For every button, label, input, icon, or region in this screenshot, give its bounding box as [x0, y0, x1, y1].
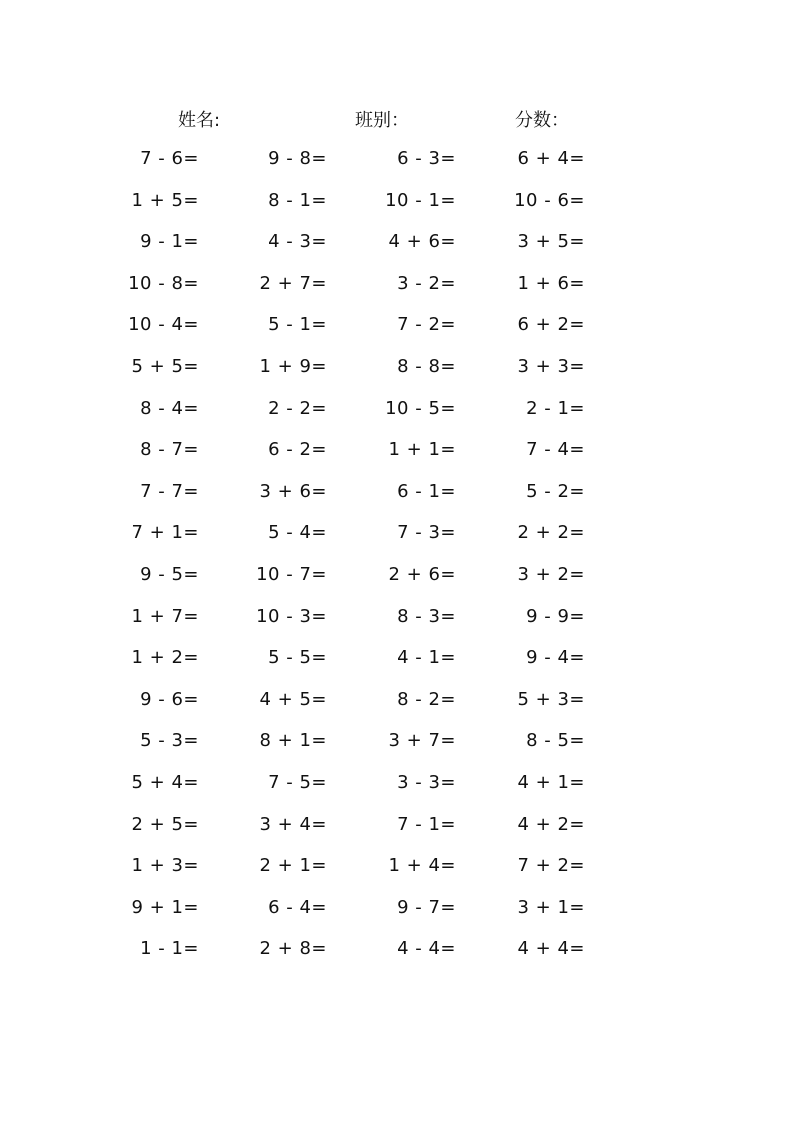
problem-row [0, 554, 794, 596]
problem-row [0, 304, 794, 346]
problem-item: 7 - 4= [526, 439, 585, 461]
problem-item: 1 + 6= [517, 272, 585, 294]
problem-item: 1 - 1= [140, 938, 199, 960]
problem-item: 9 - 4= [526, 647, 585, 669]
problem-item: 8 - 2= [397, 688, 456, 710]
problem-row [0, 388, 794, 430]
problem-item: 5 + 5= [131, 355, 199, 377]
problem-item: 4 - 1= [397, 647, 456, 669]
problem-item: 2 + 2= [517, 522, 585, 544]
problem-item: 3 + 3= [517, 355, 585, 377]
problem-item: 9 - 1= [140, 231, 199, 253]
problem-row [0, 346, 794, 388]
problem-item: 2 + 8= [259, 938, 327, 960]
problem-item: 4 + 5= [259, 688, 327, 710]
problem-item: 7 + 2= [517, 855, 585, 877]
problem-item: 8 - 8= [397, 355, 456, 377]
problem-row [0, 845, 794, 887]
problem-item: 5 + 3= [517, 688, 585, 710]
problem-item: 1 + 1= [388, 439, 456, 461]
problem-row [0, 679, 794, 721]
problem-item: 5 - 5= [268, 647, 327, 669]
problem-item: 3 + 5= [517, 231, 585, 253]
class-label: 班别： [355, 110, 409, 131]
problem-item: 2 + 5= [131, 813, 199, 835]
problem-item: 5 - 4= [268, 522, 327, 544]
problem-item: 9 - 9= [526, 605, 585, 627]
problem-item: 8 - 4= [140, 397, 199, 419]
problem-item: 8 + 1= [259, 730, 327, 752]
problem-item: 6 + 4= [517, 148, 585, 169]
problem-row [0, 180, 794, 222]
problem-item: 10 - 1= [385, 189, 456, 211]
problem-row [0, 928, 794, 970]
problem-item: 4 + 2= [517, 813, 585, 835]
problem-item: 10 - 6= [514, 189, 585, 211]
problem-item: 8 - 7= [140, 439, 199, 461]
problem-item: 5 + 4= [131, 771, 199, 793]
problem-item: 3 + 4= [259, 813, 327, 835]
problem-item: 2 - 1= [526, 397, 585, 419]
problem-item: 1 + 4= [388, 855, 456, 877]
problem-item: 4 + 6= [388, 231, 456, 253]
problem-item: 10 - 3= [256, 605, 327, 627]
problem-row [0, 637, 794, 679]
problem-item: 9 - 7= [397, 896, 456, 918]
problem-row [0, 263, 794, 305]
problem-row [0, 720, 794, 762]
problem-item: 6 - 3= [397, 148, 456, 169]
problem-item: 5 - 2= [526, 480, 585, 502]
problem-item: 7 + 1= [131, 522, 199, 544]
problem-row [0, 471, 794, 513]
name-label: 姓名: [178, 110, 221, 131]
problem-item: 4 - 3= [268, 231, 327, 253]
problem-item: 6 - 2= [268, 439, 327, 461]
problem-item: 6 + 2= [517, 314, 585, 336]
problem-item: 5 - 3= [140, 730, 199, 752]
problem-item: 7 - 3= [397, 522, 456, 544]
problem-item: 8 - 1= [268, 189, 327, 211]
problem-item: 1 + 9= [259, 355, 327, 377]
problem-row [0, 138, 794, 180]
problem-item: 4 + 4= [517, 938, 585, 960]
worksheet-header [0, 106, 794, 134]
problem-item: 7 - 2= [397, 314, 456, 336]
problem-item: 5 - 1= [268, 314, 327, 336]
problem-row [0, 221, 794, 263]
problem-item: 7 - 7= [140, 480, 199, 502]
problem-item: 10 - 7= [256, 563, 327, 585]
problem-item: 7 - 5= [268, 771, 327, 793]
problem-item: 3 - 2= [397, 272, 456, 294]
problem-item: 1 + 3= [131, 855, 199, 877]
problem-item: 8 - 3= [397, 605, 456, 627]
problem-item: 8 - 5= [526, 730, 585, 752]
problem-item: 1 + 5= [131, 189, 199, 211]
problem-row [0, 804, 794, 846]
problem-row [0, 762, 794, 804]
problem-item: 9 - 6= [140, 688, 199, 710]
problem-item: 9 + 1= [131, 896, 199, 918]
problem-item: 1 + 7= [131, 605, 199, 627]
problem-item: 2 + 1= [259, 855, 327, 877]
problem-item: 6 - 4= [268, 896, 327, 918]
problem-item: 3 + 1= [517, 896, 585, 918]
problem-item: 6 - 1= [397, 480, 456, 502]
problem-item: 3 + 2= [517, 563, 585, 585]
problem-row [0, 596, 794, 638]
problem-item: 7 - 1= [397, 813, 456, 835]
problem-item: 10 - 4= [128, 314, 199, 336]
problem-item: 3 - 3= [397, 771, 456, 793]
problem-row [0, 887, 794, 929]
problem-item: 7 - 6= [140, 148, 199, 169]
score-label: 分数： [515, 110, 569, 131]
problem-row [0, 512, 794, 554]
problem-item: 4 + 1= [517, 771, 585, 793]
problem-item: 3 + 7= [388, 730, 456, 752]
problem-item: 4 - 4= [397, 938, 456, 960]
problem-item: 9 - 8= [268, 148, 327, 169]
problem-item: 2 - 2= [268, 397, 327, 419]
problem-item: 1 + 2= [131, 647, 199, 669]
problem-item: 10 - 8= [128, 272, 199, 294]
problem-item: 2 + 6= [388, 563, 456, 585]
problem-item: 2 + 7= [259, 272, 327, 294]
problem-row [0, 429, 794, 471]
problem-item: 9 - 5= [140, 563, 199, 585]
problem-grid [0, 138, 794, 970]
problem-item: 10 - 5= [385, 397, 456, 419]
problem-item: 3 + 6= [259, 480, 327, 502]
